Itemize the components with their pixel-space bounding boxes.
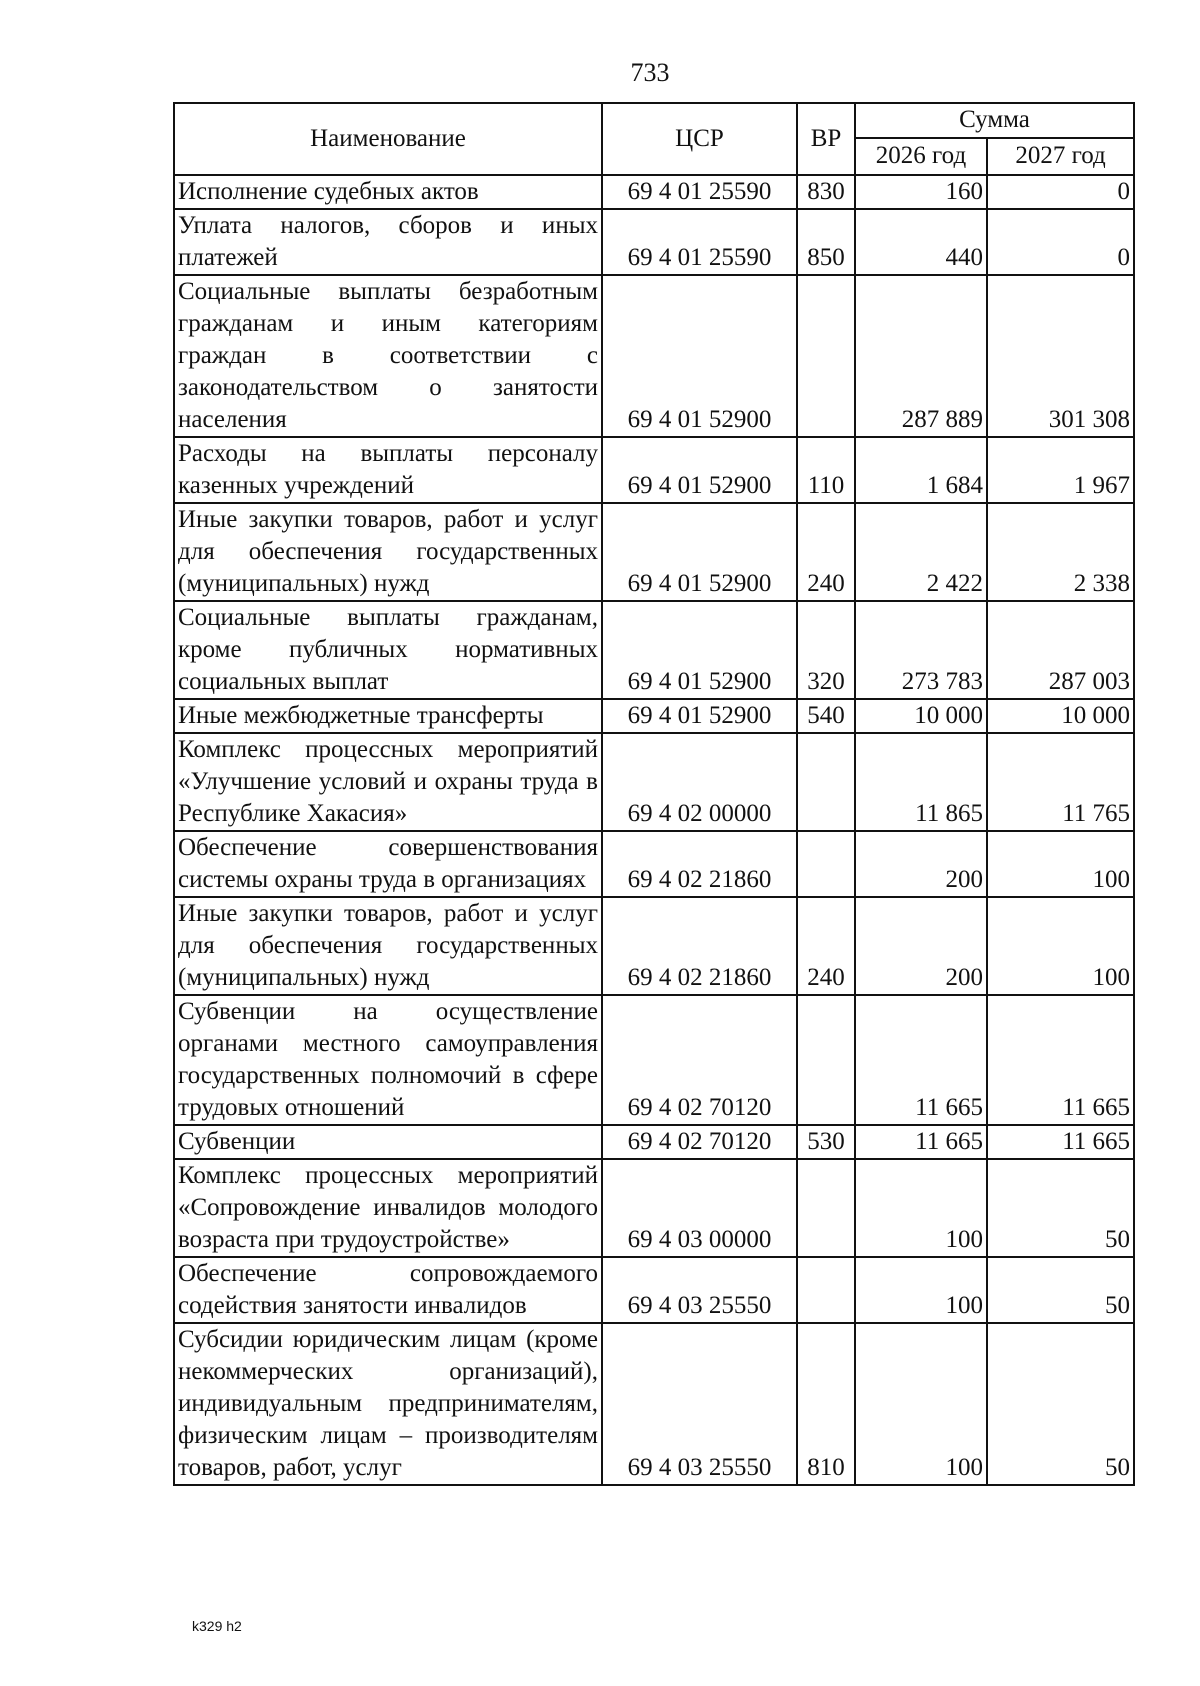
table-row (174, 175, 1134, 209)
row-name-cell: Расходы на выплаты персоналу казенных учреждений (174, 437, 602, 503)
row-amount-2027-cell: 0 (987, 209, 1134, 275)
row-vr-cell (797, 995, 855, 1125)
row-csr-cell: 69 4 02 00000 (602, 733, 797, 831)
row-amount-2027-cell: 287 003 (987, 601, 1134, 699)
row-name-cell: Субвенции на осуществление органами местного самоуправления государственных полномочий в сфере трудовых отношений (174, 995, 602, 1125)
row-amount-2026-cell: 287 889 (855, 275, 987, 437)
row-name-cell: Уплата налогов, сборов и иных платежей (174, 209, 602, 275)
row-amount-2026-cell: 100 (855, 1159, 987, 1257)
header-csr: ЦСР (602, 103, 797, 175)
row-amount-2026-cell: 10 000 (855, 699, 987, 733)
row-csr-cell: 69 4 02 21860 (602, 897, 797, 995)
row-vr-cell (797, 733, 855, 831)
table-row (174, 601, 1134, 699)
row-name-cell: Иные межбюджетные трансферты (174, 699, 602, 733)
row-vr-cell: 240 (797, 503, 855, 601)
table-row (174, 1159, 1134, 1257)
row-amount-2027-cell: 1 967 (987, 437, 1134, 503)
row-amount-2026-cell: 200 (855, 831, 987, 897)
table-row (174, 1323, 1134, 1485)
table-row (174, 1125, 1134, 1159)
row-name-cell: Субсидии юридическим лицам (кроме некоммерческих организаций), индивидуальным предпринимателям, физическим лицам – производителям товаров, работ, услуг (174, 1323, 602, 1485)
row-amount-2026-cell: 11 665 (855, 995, 987, 1125)
table-row (174, 503, 1134, 601)
budget-table (173, 102, 1135, 1486)
row-amount-2026-cell: 100 (855, 1257, 987, 1323)
row-vr-cell: 320 (797, 601, 855, 699)
row-vr-cell (797, 1257, 855, 1323)
row-vr-cell: 830 (797, 175, 855, 209)
row-amount-2026-cell: 200 (855, 897, 987, 995)
row-amount-2027-cell: 11 665 (987, 995, 1134, 1125)
row-csr-cell: 69 4 02 70120 (602, 1125, 797, 1159)
row-name-cell: Иные закупки товаров, работ и услуг для обеспечения государственных (муниципальных) нужд (174, 897, 602, 995)
header-name: Наименование (174, 103, 602, 175)
row-name-cell: Социальные выплаты безработным гражданам и иным категориям граждан в соответствии с законодательством о занятости населения (174, 275, 602, 437)
row-amount-2026-cell: 2 422 (855, 503, 987, 601)
row-csr-cell: 69 4 03 25550 (602, 1323, 797, 1485)
row-amount-2026-cell: 440 (855, 209, 987, 275)
row-csr-cell: 69 4 03 25550 (602, 1257, 797, 1323)
header-year-2027: 2027 год (987, 138, 1134, 175)
row-amount-2027-cell: 0 (987, 175, 1134, 209)
header-sum: Сумма (855, 103, 1134, 138)
row-amount-2027-cell: 100 (987, 897, 1134, 995)
row-vr-cell (797, 275, 855, 437)
table-row (174, 209, 1134, 275)
row-vr-cell: 810 (797, 1323, 855, 1485)
row-vr-cell (797, 831, 855, 897)
row-vr-cell: 110 (797, 437, 855, 503)
row-amount-2026-cell: 11 665 (855, 1125, 987, 1159)
row-amount-2026-cell: 1 684 (855, 437, 987, 503)
row-amount-2027-cell: 11 765 (987, 733, 1134, 831)
row-amount-2026-cell: 160 (855, 175, 987, 209)
row-csr-cell: 69 4 03 00000 (602, 1159, 797, 1257)
row-amount-2027-cell: 2 338 (987, 503, 1134, 601)
row-amount-2027-cell: 50 (987, 1257, 1134, 1323)
table-row (174, 1257, 1134, 1323)
row-name-cell: Комплекс процессных мероприятий «Сопровождение инвалидов молодого возраста при трудоустройстве» (174, 1159, 602, 1257)
table-row (174, 897, 1134, 995)
table-row (174, 733, 1134, 831)
row-amount-2026-cell: 273 783 (855, 601, 987, 699)
page-number: 733 (630, 58, 670, 87)
row-name-cell: Субвенции (174, 1125, 602, 1159)
row-name-cell: Обеспечение совершенствования системы охраны труда в организациях (174, 831, 602, 897)
row-csr-cell: 69 4 01 52900 (602, 437, 797, 503)
row-name-cell: Обеспечение сопровождаемого содействия занятости инвалидов (174, 1257, 602, 1323)
header-vr: ВР (797, 103, 855, 175)
row-amount-2027-cell: 10 000 (987, 699, 1134, 733)
row-csr-cell: 69 4 02 70120 (602, 995, 797, 1125)
row-csr-cell: 69 4 01 52900 (602, 503, 797, 601)
table-row (174, 275, 1134, 437)
row-vr-cell: 240 (797, 897, 855, 995)
row-csr-cell: 69 4 01 52900 (602, 275, 797, 437)
row-name-cell: Комплекс процессных мероприятий «Улучшение условий и охраны труда в Республике Хакасия» (174, 733, 602, 831)
row-name-cell: Исполнение судебных актов (174, 175, 602, 209)
row-amount-2027-cell: 50 (987, 1323, 1134, 1485)
row-csr-cell: 69 4 01 25590 (602, 209, 797, 275)
row-csr-cell: 69 4 01 25590 (602, 175, 797, 209)
table-row (174, 437, 1134, 503)
row-csr-cell: 69 4 01 52900 (602, 699, 797, 733)
row-vr-cell: 530 (797, 1125, 855, 1159)
row-amount-2027-cell: 301 308 (987, 275, 1134, 437)
footer-code: k329 h2 (192, 1618, 242, 1634)
table-body (174, 175, 1134, 1485)
row-name-cell: Иные закупки товаров, работ и услуг для обеспечения государственных (муниципальных) нужд (174, 503, 602, 601)
row-amount-2027-cell: 50 (987, 1159, 1134, 1257)
row-name-cell: Социальные выплаты гражданам, кроме публичных нормативных социальных выплат (174, 601, 602, 699)
table-row (174, 831, 1134, 897)
row-amount-2027-cell: 100 (987, 831, 1134, 897)
row-amount-2026-cell: 11 865 (855, 733, 987, 831)
table-row (174, 699, 1134, 733)
row-amount-2026-cell: 100 (855, 1323, 987, 1485)
row-vr-cell: 850 (797, 209, 855, 275)
table-row (174, 995, 1134, 1125)
row-csr-cell: 69 4 02 21860 (602, 831, 797, 897)
row-csr-cell: 69 4 01 52900 (602, 601, 797, 699)
header-year-2026: 2026 год (855, 138, 987, 175)
row-vr-cell (797, 1159, 855, 1257)
table-header (174, 103, 1134, 175)
row-vr-cell: 540 (797, 699, 855, 733)
row-amount-2027-cell: 11 665 (987, 1125, 1134, 1159)
